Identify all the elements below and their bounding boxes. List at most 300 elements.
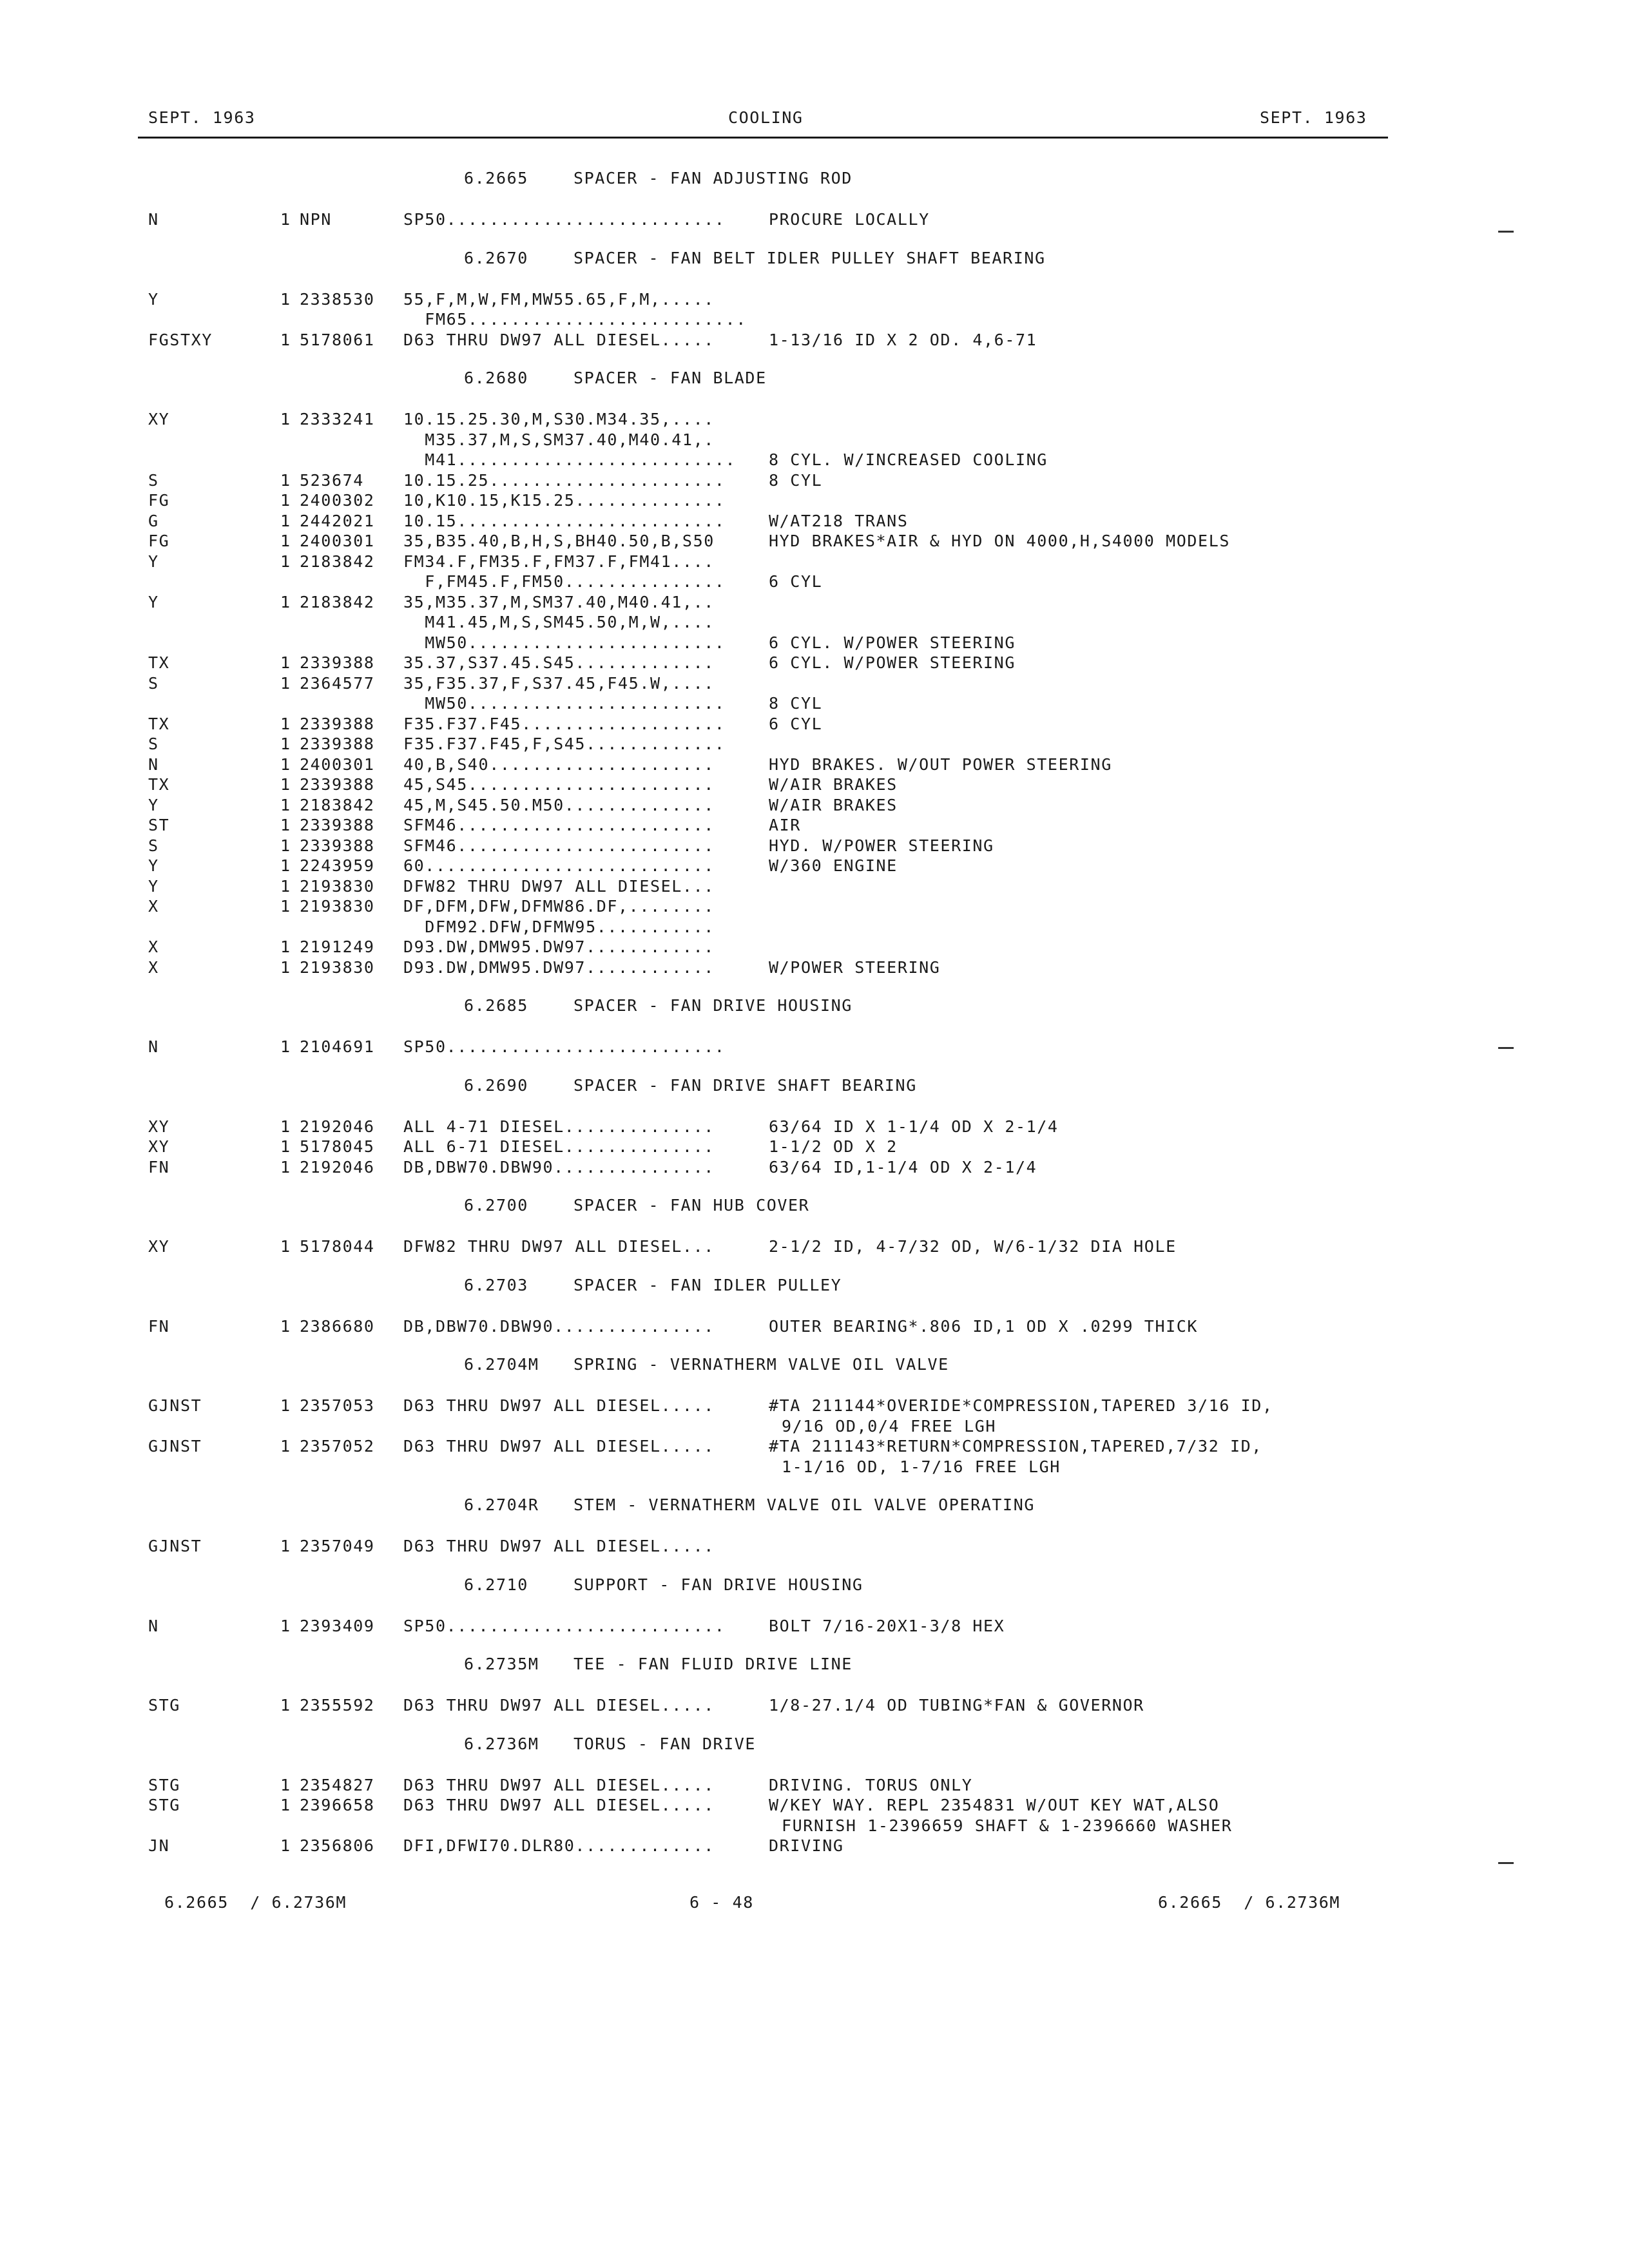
part-entry (0, 491, 1629, 512)
catalog-section (0, 1355, 1629, 1495)
remarks-text: 1-1/2 OD X 2 (769, 1137, 898, 1156)
part-number: 2396658 (300, 1796, 375, 1814)
section-title: STEM - VERNATHERM VALVE OIL VALVE OPERATING (574, 1495, 1036, 1514)
footer-page-number: 6 - 48 (689, 1893, 754, 1912)
part-line (0, 491, 1629, 512)
section-title: SPACER - FAN BLADE (574, 369, 767, 387)
part-line (0, 735, 1629, 755)
quantity: 1 (280, 1037, 291, 1056)
part-line (0, 1117, 1629, 1138)
part-number: 2356806 (300, 1836, 375, 1855)
section-number: 6.2704R (464, 1495, 539, 1514)
application-text: 40,B,S40..................... (403, 754, 715, 774)
model-code: Y (148, 856, 159, 875)
remarks-text: DRIVING. TORUS ONLY (769, 1775, 973, 1794)
section-gap (0, 1178, 1629, 1196)
part-line (0, 1037, 1629, 1058)
part-number: 2183842 (300, 592, 375, 611)
remarks-text: HYD BRAKES*AIR & HYD ON 4000,H,S4000 MODELS (769, 532, 1231, 550)
application-text: DF,DFM,DFW,DFMW86.DF,........ (403, 897, 715, 916)
part-line (0, 1776, 1629, 1796)
part-entry (0, 290, 1629, 331)
quantity: 1 (280, 289, 291, 309)
part-line (0, 1457, 1629, 1478)
application-text: DFM92.DFW,DFMW95........... (403, 917, 715, 936)
part-entry (0, 958, 1629, 979)
quantity: 1 (280, 1316, 291, 1336)
quantity: 1 (280, 1437, 291, 1456)
part-line (0, 1417, 1629, 1437)
part-number: NPN (300, 210, 332, 229)
section-number: 6.2736M (464, 1734, 539, 1753)
section-title: SPACER - FAN HUB COVER (574, 1196, 810, 1215)
part-entry (0, 1437, 1629, 1477)
quantity: 1 (280, 1836, 291, 1855)
part-number: 2354827 (300, 1775, 375, 1794)
part-line (0, 775, 1629, 796)
model-code: Y (148, 795, 159, 814)
part-line (0, 210, 1629, 231)
part-entry (0, 755, 1629, 776)
application-text: DB,DBW70.DBW90............... (403, 1316, 715, 1336)
footer-right-range: 6.2665 / 6.2736M (1158, 1893, 1341, 1912)
catalog-section (0, 1735, 1629, 1875)
model-code: STG (148, 1796, 180, 1814)
application-text: 10.15.25...................... (403, 470, 726, 490)
part-line (0, 593, 1629, 613)
footer-left-range: 6.2665 / 6.2736M (164, 1893, 347, 1912)
application-text: F35.F37.F45,F,S45............. (403, 735, 726, 753)
application-text: 35.37,S37.45.S45............. (403, 653, 715, 672)
part-entry (0, 1396, 1629, 1437)
margin-mark (1498, 1862, 1514, 1864)
model-code: TX (148, 714, 170, 733)
section-gap (0, 351, 1629, 369)
section-heading (0, 249, 1629, 290)
part-entry (0, 593, 1629, 654)
part-entry (0, 410, 1629, 471)
part-entry (0, 897, 1629, 937)
application-text: DFW82 THRU DW97 ALL DIESEL... (403, 1237, 715, 1256)
section-gap (0, 1477, 1629, 1495)
application-text: D63 THRU DW97 ALL DIESEL..... (403, 1437, 715, 1456)
part-entry (0, 735, 1629, 755)
part-line (0, 512, 1629, 532)
section-heading (0, 369, 1629, 410)
part-number: 2104691 (300, 1037, 375, 1056)
section-gap (0, 1258, 1629, 1276)
part-entry (0, 331, 1629, 351)
remarks-text: FURNISH 1-2396659 SHAFT & 1-2396660 WASHER (782, 1816, 1233, 1835)
remarks-text: W/AT218 TRANS (769, 511, 909, 530)
part-line (0, 918, 1629, 938)
remarks-text: PROCURE LOCALLY (769, 210, 930, 229)
catalog-section (0, 169, 1629, 249)
application-text: D63 THRU DW97 ALL DIESEL..... (403, 1696, 715, 1715)
section-heading (0, 1575, 1629, 1617)
part-line (0, 694, 1629, 715)
catalog-section (0, 996, 1629, 1076)
model-code: S (148, 470, 159, 490)
remarks-text: W/AIR BRAKES (769, 775, 898, 794)
part-entry (0, 816, 1629, 836)
model-code: XY (148, 410, 170, 428)
remarks-text: 6 CYL (769, 714, 823, 733)
part-number: 2386680 (300, 1316, 375, 1336)
part-line (0, 1158, 1629, 1178)
quantity: 1 (280, 592, 291, 611)
model-code: G (148, 511, 159, 530)
remarks-text: HYD BRAKES. W/OUT POWER STEERING (769, 754, 1112, 774)
part-number: 2243959 (300, 856, 375, 875)
application-text: MW50........................ (403, 633, 726, 652)
remarks-text: 9/16 OD,0/4 FREE LGH (782, 1416, 997, 1436)
quantity: 1 (280, 410, 291, 428)
remarks-text: BOLT 7/16-20X1-3/8 HEX (769, 1616, 1005, 1635)
part-number: 523674 (300, 470, 364, 490)
part-line (0, 674, 1629, 695)
section-gap (0, 978, 1629, 996)
part-line (0, 937, 1629, 958)
part-entry (0, 1137, 1629, 1158)
section-heading (0, 1196, 1629, 1237)
part-line (0, 532, 1629, 552)
section-title: SPACER - FAN DRIVE SHAFT BEARING (574, 1075, 917, 1095)
margin-mark (1498, 231, 1514, 233)
quantity: 1 (280, 714, 291, 733)
section-title: TEE - FAN FLUID DRIVE LINE (574, 1655, 853, 1673)
quantity: 1 (280, 330, 291, 349)
model-code: FG (148, 491, 170, 510)
part-entry (0, 775, 1629, 796)
section-number: 6.2704M (464, 1355, 539, 1374)
remarks-text: 63/64 ID,1-1/4 OD X 2-1/4 (769, 1157, 1037, 1177)
part-line (0, 410, 1629, 430)
remarks-text: W/KEY WAY. REPL 2354831 W/OUT KEY WAT,ALSO (769, 1796, 1220, 1814)
remarks-text: 8 CYL (769, 694, 823, 713)
application-text: M35.37,M,S,SM37.40,M40.41,. (403, 430, 715, 449)
quantity: 1 (280, 1696, 291, 1715)
remarks-text: W/POWER STEERING (769, 957, 941, 977)
remarks-text: 1/8-27.1/4 OD TUBING*FAN & GOVERNOR (769, 1696, 1144, 1715)
quantity: 1 (280, 775, 291, 794)
application-text: M41.45,M,S,SM45.50,M,W,.... (403, 613, 715, 631)
section-gap (0, 1716, 1629, 1735)
part-line (0, 1617, 1629, 1637)
section-number: 6.2690 (464, 1075, 528, 1095)
part-number: 2183842 (300, 552, 375, 571)
remarks-text: 1-13/16 ID X 2 OD. 4,6-71 (769, 330, 1037, 349)
model-code: X (148, 937, 159, 956)
part-entry (0, 877, 1629, 898)
application-text: 60........................... (403, 856, 715, 875)
part-line (0, 552, 1629, 573)
part-line (0, 430, 1629, 451)
model-code: S (148, 673, 159, 693)
part-number: 5178044 (300, 1237, 375, 1256)
catalog-section (0, 369, 1629, 996)
remarks-text: 8 CYL. W/INCREASED COOLING (769, 450, 1048, 469)
part-entry (0, 674, 1629, 715)
part-number: 2339388 (300, 816, 375, 834)
model-code: Y (148, 552, 159, 571)
model-code: XY (148, 1117, 170, 1136)
model-code: Y (148, 289, 159, 309)
remarks-text: 2-1/2 ID, 4-7/32 OD, W/6-1/32 DIA HOLE (769, 1237, 1177, 1256)
application-text: DB,DBW70.DBW90............... (403, 1157, 715, 1177)
application-text: 45,M,S45.50.M50.............. (403, 795, 715, 814)
model-code: Y (148, 592, 159, 611)
part-number: 5178061 (300, 330, 375, 349)
section-title: SPRING - VERNATHERM VALVE OIL VALVE (574, 1355, 949, 1374)
application-text: MW50........................ (403, 694, 726, 713)
part-line (0, 1816, 1629, 1837)
part-line (0, 816, 1629, 836)
part-number: 2364577 (300, 673, 375, 693)
model-code: TX (148, 775, 170, 794)
model-code: FN (148, 1157, 170, 1177)
part-line (0, 1836, 1629, 1857)
part-number: 2393409 (300, 1616, 375, 1635)
model-code: XY (148, 1237, 170, 1256)
section-title: SPACER - FAN DRIVE HOUSING (574, 996, 853, 1015)
header-rule (138, 137, 1388, 139)
model-code: N (148, 210, 159, 229)
section-heading (0, 996, 1629, 1037)
section-heading (0, 1735, 1629, 1776)
part-number: 2339388 (300, 836, 375, 855)
application-text: D63 THRU DW97 ALL DIESEL..... (403, 1537, 715, 1555)
catalog-section (0, 249, 1629, 369)
part-line (0, 310, 1629, 331)
application-text: FM65.......................... (403, 310, 747, 329)
section-gap (0, 1857, 1629, 1875)
application-text: D63 THRU DW97 ALL DIESEL..... (403, 1775, 715, 1794)
application-text: SFM46........................ (403, 816, 715, 834)
section-gap (0, 1637, 1629, 1655)
model-code: GJNST (148, 1396, 202, 1415)
quantity: 1 (280, 1775, 291, 1794)
part-line (0, 1137, 1629, 1158)
quantity: 1 (280, 816, 291, 834)
part-number: 2339388 (300, 714, 375, 733)
application-text: 35,B35.40,B,H,S,BH40.50,B,S50 (403, 532, 715, 550)
section-title: SPACER - FAN IDLER PULLEY (574, 1275, 842, 1294)
part-entry (0, 1537, 1629, 1557)
part-line (0, 1237, 1629, 1258)
part-line (0, 471, 1629, 492)
remarks-text: AIR (769, 816, 801, 834)
part-number: 2400301 (300, 754, 375, 774)
part-number: 2193830 (300, 897, 375, 916)
application-text: 35,F35.37,F,S37.45,F45.W,.... (403, 673, 715, 693)
model-code: STG (148, 1696, 180, 1715)
quantity: 1 (280, 552, 291, 571)
section-heading (0, 169, 1629, 210)
part-entry (0, 512, 1629, 532)
part-entry (0, 715, 1629, 735)
part-line (0, 1537, 1629, 1557)
part-number: 2357053 (300, 1396, 375, 1415)
quantity: 1 (280, 1537, 291, 1555)
section-number: 6.2680 (464, 369, 528, 387)
remarks-text: 6 CYL. W/POWER STEERING (769, 653, 1016, 672)
quantity: 1 (280, 1396, 291, 1415)
application-text: M41.......................... (403, 450, 737, 469)
quantity: 1 (280, 1137, 291, 1156)
header-chapter-title: COOLING (728, 108, 804, 127)
part-line (0, 958, 1629, 979)
part-entry (0, 471, 1629, 492)
catalog-section (0, 1076, 1629, 1196)
part-line (0, 1796, 1629, 1816)
quantity: 1 (280, 532, 291, 550)
part-entry (0, 1117, 1629, 1138)
application-text: 55,F,M,W,FM,MW55.65,F,M,..... (403, 289, 715, 309)
application-text: ALL 6-71 DIESEL.............. (403, 1137, 715, 1156)
quantity: 1 (280, 1117, 291, 1136)
section-number: 6.2735M (464, 1655, 539, 1673)
part-line (0, 715, 1629, 735)
quantity: 1 (280, 937, 291, 956)
section-number: 6.2685 (464, 996, 528, 1015)
application-text: SFM46........................ (403, 836, 715, 855)
section-gap (0, 1058, 1629, 1076)
part-entry (0, 552, 1629, 593)
model-code: TX (148, 653, 170, 672)
model-code: JN (148, 1836, 170, 1855)
remarks-text: W/360 ENGINE (769, 856, 898, 875)
application-text: SP50.......................... (403, 1037, 726, 1056)
part-entry (0, 836, 1629, 857)
model-code: N (148, 754, 159, 774)
application-text: D63 THRU DW97 ALL DIESEL..... (403, 1396, 715, 1415)
quantity: 1 (280, 1616, 291, 1635)
section-gap (0, 1337, 1629, 1355)
model-code: XY (148, 1137, 170, 1156)
header-right-date: SEPT. 1963 (1260, 108, 1367, 127)
model-code: FN (148, 1316, 170, 1336)
part-number: 2339388 (300, 735, 375, 753)
quantity: 1 (280, 1796, 291, 1814)
model-code: FG (148, 532, 170, 550)
model-code: S (148, 836, 159, 855)
part-number: 2442021 (300, 511, 375, 530)
part-entry (0, 937, 1629, 958)
part-line (0, 613, 1629, 633)
section-number: 6.2700 (464, 1196, 528, 1215)
part-number: 2400302 (300, 491, 375, 510)
part-number: 2338530 (300, 289, 375, 309)
quantity: 1 (280, 836, 291, 855)
quantity: 1 (280, 1237, 291, 1256)
application-text: D63 THRU DW97 ALL DIESEL..... (403, 330, 715, 349)
section-number: 6.2710 (464, 1575, 528, 1594)
part-number: 2400301 (300, 532, 375, 550)
catalog-section (0, 1276, 1629, 1356)
quantity: 1 (280, 673, 291, 693)
part-number: 2193830 (300, 957, 375, 977)
application-text: D93.DW,DMW95.DW97............ (403, 957, 715, 977)
model-code: N (148, 1616, 159, 1635)
model-code: FGSTXY (148, 330, 213, 349)
part-line (0, 897, 1629, 918)
application-text: F,FM45.F,FM50............... (403, 572, 726, 591)
section-heading (0, 1495, 1629, 1537)
part-number: 2192046 (300, 1117, 375, 1136)
remarks-text: #TA 211144*OVERIDE*COMPRESSION,TAPERED 3/16 ID, (769, 1396, 1273, 1415)
part-line (0, 877, 1629, 898)
part-entry (0, 796, 1629, 816)
quantity: 1 (280, 653, 291, 672)
remarks-text: DRIVING (769, 1836, 844, 1855)
model-code: STG (148, 1775, 180, 1794)
part-number: 5178045 (300, 1137, 375, 1156)
application-text: 35,M35.37,M,SM37.40,M40.41,.. (403, 592, 715, 611)
part-line (0, 450, 1629, 471)
part-number: 2355592 (300, 1696, 375, 1715)
section-number: 6.2665 (464, 169, 528, 187)
part-line (0, 796, 1629, 816)
part-line (0, 856, 1629, 877)
catalog-section (0, 1495, 1629, 1575)
application-text: SP50.......................... (403, 1616, 726, 1635)
section-title: SPACER - FAN ADJUSTING ROD (574, 169, 853, 187)
section-heading (0, 1655, 1629, 1696)
application-text: DFW82 THRU DW97 ALL DIESEL... (403, 876, 715, 896)
quantity: 1 (280, 735, 291, 753)
part-entry (0, 1158, 1629, 1178)
section-number: 6.2703 (464, 1275, 528, 1294)
model-code: GJNST (148, 1537, 202, 1555)
application-text: ALL 4-71 DIESEL.............. (403, 1117, 715, 1136)
part-number: 2333241 (300, 410, 375, 428)
quantity: 1 (280, 795, 291, 814)
part-entry (0, 1696, 1629, 1716)
application-text: FM34.F,FM35.F,FM37.F,FM41.... (403, 552, 715, 571)
part-line (0, 1437, 1629, 1457)
section-title: SPACER - FAN BELT IDLER PULLEY SHAFT BEARING (574, 248, 1046, 267)
part-entry (0, 1037, 1629, 1058)
application-text: D63 THRU DW97 ALL DIESEL..... (403, 1796, 715, 1814)
part-line (0, 331, 1629, 351)
header-left-date: SEPT. 1963 (148, 108, 256, 127)
application-text: SP50.......................... (403, 210, 726, 229)
part-entry (0, 856, 1629, 877)
quantity: 1 (280, 897, 291, 916)
section-number: 6.2670 (464, 248, 528, 267)
remarks-text: OUTER BEARING*.806 ID,1 OD X .0299 THICK (769, 1316, 1199, 1336)
model-code: N (148, 1037, 159, 1056)
section-title: TORUS - FAN DRIVE (574, 1734, 757, 1753)
model-code: X (148, 957, 159, 977)
quantity: 1 (280, 511, 291, 530)
section-heading (0, 1276, 1629, 1317)
model-code: GJNST (148, 1437, 202, 1456)
remarks-text: 1-1/16 OD, 1-7/16 FREE LGH (782, 1457, 1061, 1476)
model-code: Y (148, 876, 159, 896)
remarks-text: 6 CYL. W/POWER STEERING (769, 633, 1016, 652)
part-line (0, 572, 1629, 593)
part-number: 2191249 (300, 937, 375, 956)
parts-catalog-body (0, 169, 1629, 1875)
remarks-text: W/AIR BRAKES (769, 795, 898, 814)
part-line (0, 1696, 1629, 1716)
part-entry (0, 1237, 1629, 1258)
part-number: 2339388 (300, 775, 375, 794)
part-line (0, 1396, 1629, 1417)
section-gap (0, 1557, 1629, 1575)
